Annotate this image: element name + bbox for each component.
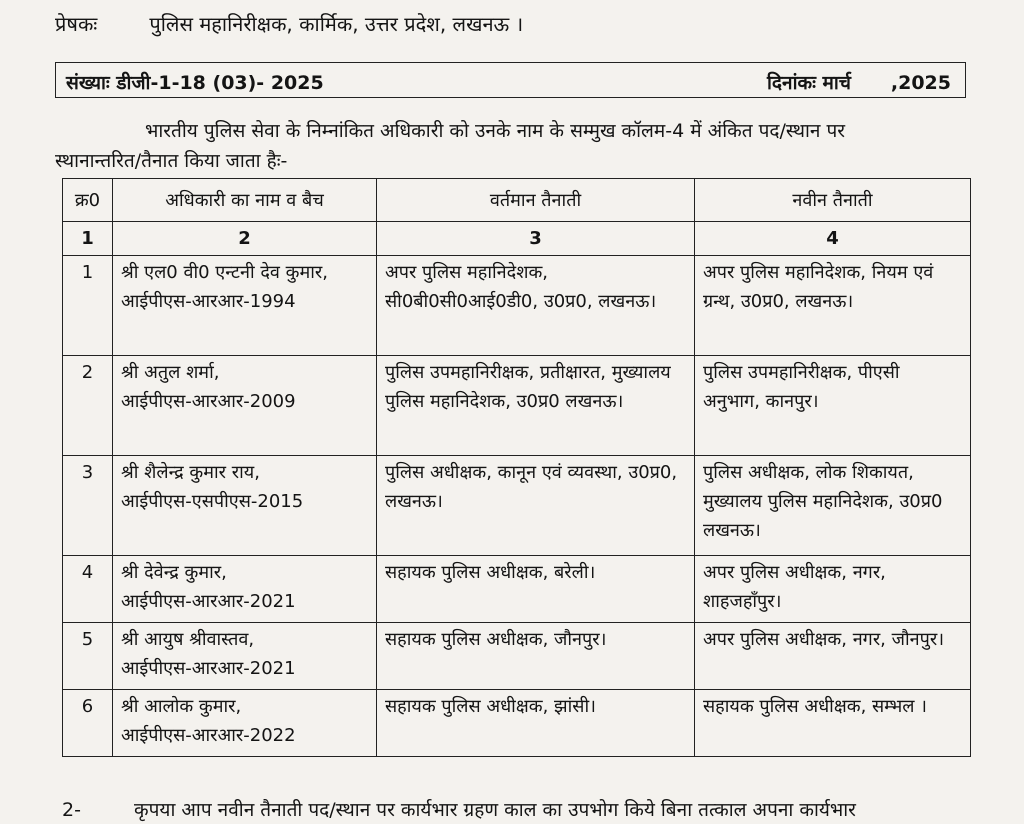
- new-posting: अपर पुलिस महानिदेशक, नियम एवं ग्रन्थ, उ0प्र0, लखनऊ।: [695, 256, 971, 356]
- col-number: 1: [63, 222, 113, 256]
- row-sn: 1: [63, 256, 113, 356]
- header-name: अधिकारी का नाम व बैच: [113, 179, 377, 222]
- intro-paragraph: [55, 116, 975, 176]
- officer-name: श्री आयुष श्रीवास्तव,: [121, 629, 255, 650]
- officer-cell: [113, 690, 377, 757]
- row-sn: 4: [63, 556, 113, 623]
- row-sn: 2: [63, 356, 113, 456]
- row-sn: 6: [63, 690, 113, 757]
- new-posting: सहायक पुलिस अधीक्षक, सम्भल ।: [695, 690, 971, 757]
- current-posting: पुलिस अधीक्षक, कानून एवं व्यवस्था, उ0प्र0, लखनऊ।: [377, 456, 695, 556]
- current-posting: सहायक पुलिस अधीक्षक, झांसी।: [377, 690, 695, 757]
- new-posting: अपर पुलिस अधीक्षक, नगर, शाहजहाँपुर।: [695, 556, 971, 623]
- reference-number: संख्याः डीजी-1-18 (03)- 2025: [66, 72, 324, 94]
- table-row: [63, 356, 971, 456]
- col-number: 3: [377, 222, 695, 256]
- officer-cell: [113, 256, 377, 356]
- officer-name: श्री एल0 वी0 एन्टनी देव कुमार,: [121, 262, 328, 283]
- col-number: 4: [695, 222, 971, 256]
- officer-name: श्री देवेन्द्र कुमार,: [121, 562, 227, 583]
- officer-name: श्री अतुल शर्मा,: [121, 362, 220, 383]
- officer-batch: आईपीएस-आरआर-2021: [121, 591, 296, 612]
- transfer-table: [62, 178, 971, 757]
- row-sn: 3: [63, 456, 113, 556]
- intro-line-1: भारतीय पुलिस सेवा के निम्नांकित अधिकारी को उनके नाम के सम्मुख कॉलम-4 में अंकित पद/स्थान पर: [145, 120, 846, 142]
- new-posting: पुलिस उपमहानिरीक्षक, पीएसी अनुभाग, कानपुर।: [695, 356, 971, 456]
- officer-name: श्री शैलेन्द्र कुमार राय,: [121, 462, 260, 483]
- paragraph-text: कृपया आप नवीन तैनाती पद/स्थान पर कार्यभार ग्रहण काल का उपभोग किये बिना तत्काल अपना कार्यभार: [134, 799, 856, 821]
- new-posting: अपर पुलिस अधीक्षक, नगर, जौनपुर।: [695, 623, 971, 690]
- officer-batch: आईपीएस-आरआर-2022: [121, 725, 296, 746]
- officer-batch: आईपीएस-आरआर-2021: [121, 658, 296, 679]
- officer-cell: [113, 356, 377, 456]
- officer-name: श्री आलोक कुमार,: [121, 696, 242, 717]
- reference-box: [55, 62, 966, 98]
- officer-cell: [113, 556, 377, 623]
- table-row: [63, 556, 971, 623]
- table-header-row: [63, 179, 971, 222]
- column-number-row: [63, 222, 971, 256]
- officer-cell: [113, 456, 377, 556]
- current-posting: अपर पुलिस महानिदेशक, सी0बी0सी0आई0डी0, उ0प्र0, लखनऊ।: [377, 256, 695, 356]
- header-sn: क्र0: [63, 179, 113, 222]
- paragraph-2: [62, 796, 856, 822]
- table-row: [63, 256, 971, 356]
- row-sn: 5: [63, 623, 113, 690]
- header-current-posting: वर्तमान तैनाती: [377, 179, 695, 222]
- sender-line: [55, 10, 523, 37]
- date-year: ,2025: [890, 72, 951, 94]
- officer-batch: आईपीएस-आरआर-1994: [121, 291, 296, 312]
- intro-line-2: स्थानान्तरित/तैनात किया जाता हैः-: [55, 150, 288, 172]
- table-row: [63, 456, 971, 556]
- new-posting: पुलिस अधीक्षक, लोक शिकायत, मुख्यालय पुलिस महानिदेशक, उ0प्र0 लखनऊ।: [695, 456, 971, 556]
- sender-text: पुलिस महानिरीक्षक, कार्मिक, उत्तर प्रदेश, लखनऊ ।: [149, 12, 524, 36]
- header-new-posting: नवीन तैनाती: [695, 179, 971, 222]
- col-number: 2: [113, 222, 377, 256]
- table-row: [63, 690, 971, 757]
- date-label: दिनांकः मार्च: [767, 72, 851, 94]
- sender-label: प्रेषकः: [55, 12, 98, 36]
- reference-date: [767, 69, 951, 95]
- officer-cell: [113, 623, 377, 690]
- officer-batch: आईपीएस-आरआर-2009: [121, 391, 296, 412]
- paragraph-number: 2-: [62, 799, 81, 821]
- officer-batch: आईपीएस-एसपीएस-2015: [121, 491, 304, 512]
- table-row: [63, 623, 971, 690]
- current-posting: पुलिस उपमहानिरीक्षक, प्रतीक्षारत, मुख्यालय पुलिस महानिदेशक, उ0प्र0 लखनऊ।: [377, 356, 695, 456]
- current-posting: सहायक पुलिस अधीक्षक, जौनपुर।: [377, 623, 695, 690]
- current-posting: सहायक पुलिस अधीक्षक, बरेली।: [377, 556, 695, 623]
